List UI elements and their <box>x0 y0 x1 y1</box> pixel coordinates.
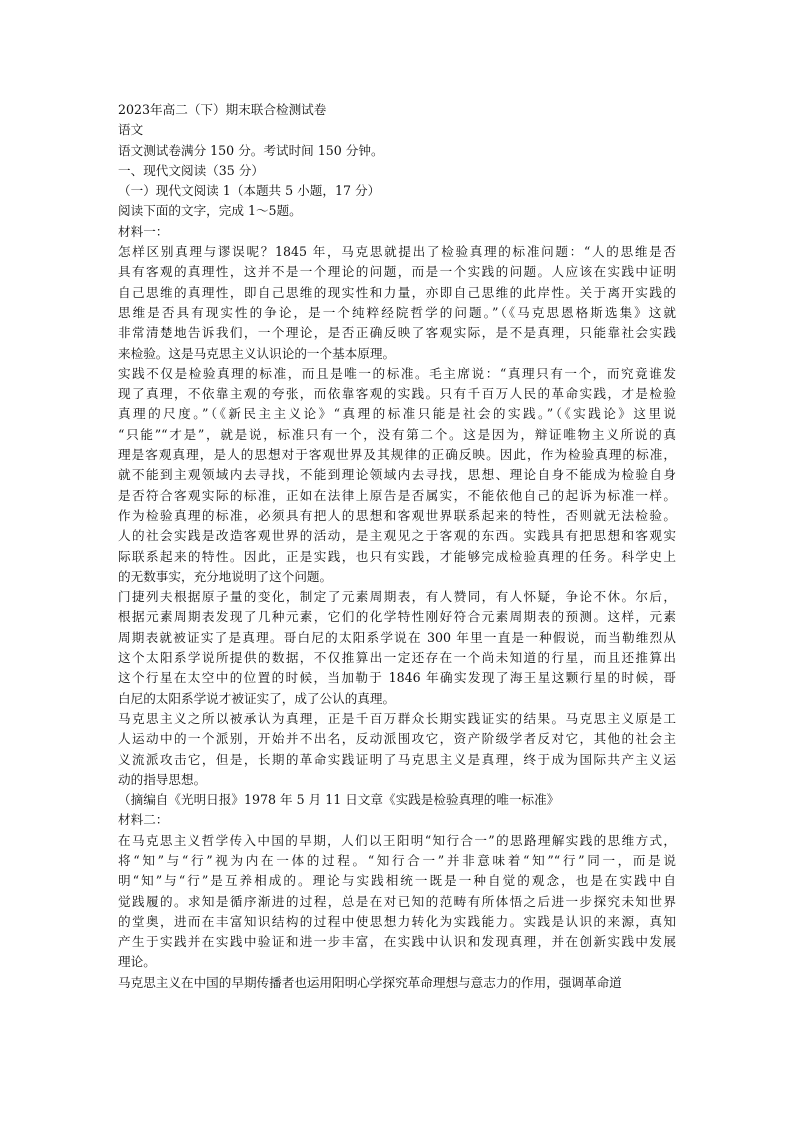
text-line: 理论。 <box>118 954 156 970</box>
material-one-body <box>118 242 676 790</box>
text-line: 马克思主义在中国的早期传播者也运用阳明心学探究革命理想与意志力的作用，强调革命道 <box>118 974 622 990</box>
text-line: 在马克思主义哲学传入中国的早期，人们以王阳明“知行合一”的思路理解实践的思维方式， <box>118 832 676 848</box>
text-line: 怎样区别真理与谬误呢？1845 年，马克思就提出了检验真理的标准问题：“人的思维是否 <box>118 244 676 260</box>
reading-instruction: 阅读下面的文字，完成 1～5题。 <box>118 203 302 219</box>
text-line: 的堂奥，进而在丰富知识结构的过程中使思想力转化为实践能力。实践是认识的来源，真知 <box>118 913 676 929</box>
material-one-label: 材料一： <box>118 223 169 239</box>
paragraph <box>118 364 676 587</box>
text-line: 具有客观的真理性，这并不是一个理论的问题，而是一个实践的问题。人应该在实践中证明 <box>118 264 676 280</box>
exam-page <box>118 100 676 993</box>
subject-label: 语文 <box>118 122 144 138</box>
exam-title: 2023年高二（下）期末联合检测试卷 <box>118 102 327 117</box>
text-line: 人的社会实践是改造客观世界的活动，是主观见之于客观的东西。实践具有把思想和客观实 <box>118 528 676 544</box>
material-two-body <box>118 831 676 993</box>
text-line: 动的指导思想。 <box>118 771 207 787</box>
text-line: 马克思主义之所以被承认为真理，正是千百万群众长期实践证实的结果。马克思主义原是工 <box>118 710 676 726</box>
text-line: 人运动中的一个派别，开始并不出名，反动派围攻它，资产阶级学者反对它，其他的社会主 <box>118 731 676 747</box>
paragraph <box>118 587 676 709</box>
text-line: 实践不仅是检验真理的标准，而且是唯一的标准。毛主席说：“真理只有一个，而究竟谁发 <box>118 365 676 381</box>
text-line: 思维是否具有现实性的争论，是一个纯粹经院哲学的问题。”（《马克思恩格斯选集》这就 <box>118 304 676 320</box>
paragraph <box>118 709 676 790</box>
text-line: 将“知”与“行”视为内在一体的过程。“知行合一”并非意味着“知”“行”同一，而是说 <box>118 852 676 868</box>
text-line: 作为检验真理的标准，必须具有把人的思想和客观世界联系起来的特性，否则就无法检验。 <box>118 507 676 523</box>
text-line: 的无数事实，充分地说明了这个问题。 <box>118 568 333 584</box>
text-line: 来检验。这是马克思主义认识论的一个基本原理。 <box>118 345 396 361</box>
exam-info: 语文测试卷满分 150 分。考试时间 150 分钟。 <box>118 142 384 158</box>
text-line: 白尼的太阳系学说才被证实了，成了公认的真理。 <box>118 690 396 706</box>
text-line: 明“知”与“行”是互养相成的。理论与实践相统一既是一种自觉的观念，也是在实践中自 <box>118 873 676 889</box>
subsection-heading: （一）现代文阅读 1（本题共 5 小题，17 分） <box>118 183 381 199</box>
text-line: 觉践履的。求知是循序渐进的过程，总是在对已知的范畴有所体悟之后进一步探究未知世界 <box>118 893 676 909</box>
text-line: 这个行星在太空中的位置的时候，当加勒于 1846 年确实发现了海王星这颗行星的时候，哥 <box>118 670 676 686</box>
paragraph <box>118 973 676 993</box>
material-one-source: （摘编自《光明日报》1978 年 5 月 11 日文章《实践是检验真理的唯一标准》 <box>118 792 560 808</box>
text-line: 际联系起来的特性。因此，正是实践，也只有实践，才能够完成检验真理的任务。科学史上 <box>118 548 676 564</box>
text-line: 自己思维的真理性，即自己思维的现实性和力量，亦即自己思维的此岸性。关于离开实践的 <box>118 284 676 300</box>
text-line: 理是客观真理，是人的思想对于客观世界及其规律的正确反映。因此，作为检验真理的标准， <box>118 447 676 463</box>
text-line: 产生于实践并在实践中验证和进一步丰富，在实践中认识和发现真理，并在创新实践中发展 <box>118 934 676 950</box>
section-heading: 一、现代文阅读（35 分） <box>118 162 264 178</box>
text-line: 就不能到主观领域内去寻找，不能到理论领域内去寻找，思想、理论自身不能成为检验自身 <box>118 467 676 483</box>
text-line: 现了真理，不依靠主观的夸张，而依靠客观的实践。只有千百万人民的革命实践，才是检验 <box>118 386 676 402</box>
text-line: “只能”“才是”，就是说，标准只有一个，没有第二个。这是因为，辩证唯物主义所说的真 <box>118 426 676 442</box>
text-line: 真理的尺度。”（《新民主主义论》“真理的标准只能是社会的实践。”（《实践论》这里说 <box>118 406 676 422</box>
text-line: 周期表就被证实了是真理。哥白尼的太阳系学说在 300 年里一直是一种假说，而当勒维烈从 <box>118 629 676 645</box>
text-line: 是否符合客观实际的标准，正如在法律上原告是否属实，不能依他自己的起诉为标准一样。 <box>118 487 676 503</box>
paragraph <box>118 242 676 364</box>
text-line: 义流派攻击它，但是，长期的革命实践证明了马克思主义是真理，终于成为国际共产主义运 <box>118 751 676 767</box>
text-line: 门捷列夫根据原子量的变化，制定了元素周期表，有人赞同，有人怀疑，争论不休。尔后， <box>118 589 676 605</box>
paragraph <box>118 831 676 973</box>
material-two-label: 材料二： <box>118 812 169 828</box>
text-line: 这个太阳系学说所提供的数据，不仅推算出一定还存在一个尚未知道的行星，而且还推算出 <box>118 650 676 666</box>
text-line: 非常清楚地告诉我们，一个理论，是否正确反映了客观实际，是不是真理，只能靠社会实践 <box>118 325 676 341</box>
text-line: 根据元素周期表发现了几种元素，它们的化学特性刚好符合元素周期表的预测。这样，元素 <box>118 609 676 625</box>
